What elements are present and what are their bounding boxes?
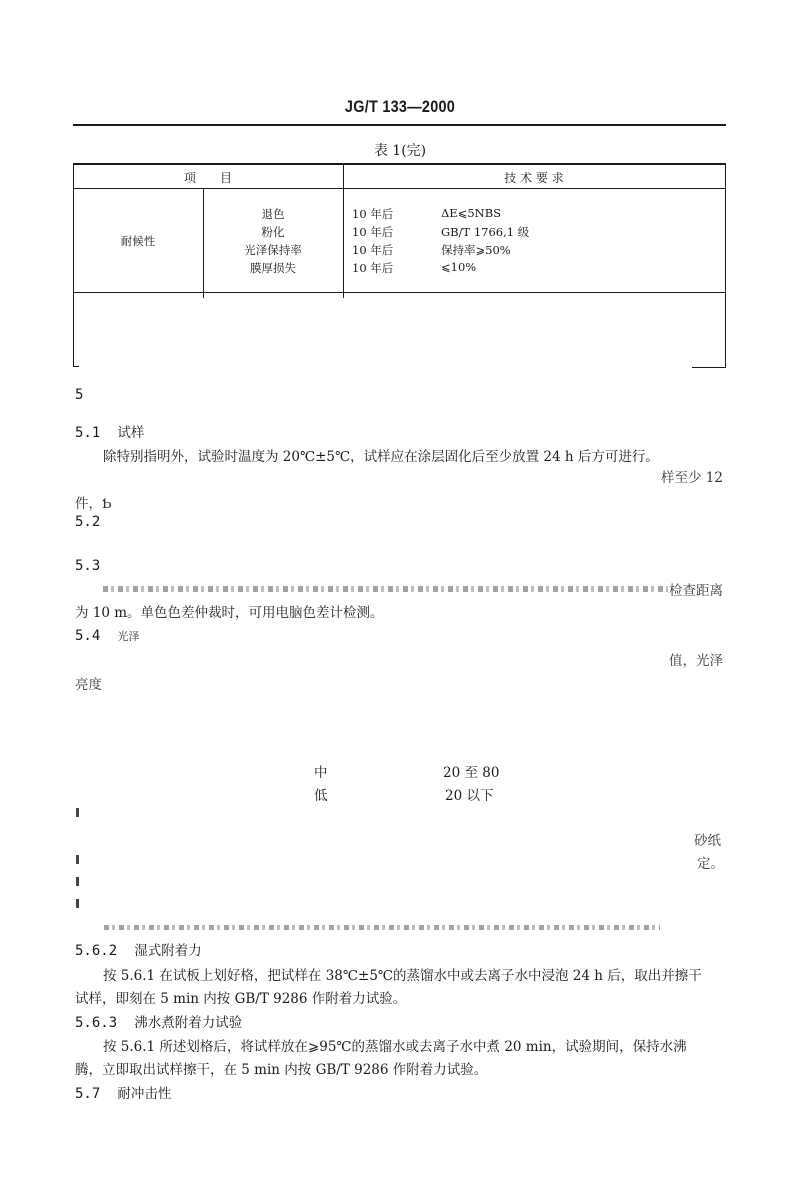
- section-5-number: 5: [75, 387, 84, 403]
- row-item-gloss-retention: 光泽保持率: [244, 243, 302, 257]
- group-label-weather-resistance: 耐候性: [120, 234, 156, 248]
- cropped-glyph-fragment: [76, 899, 79, 908]
- section-5-2-number: 5.2: [75, 514, 101, 530]
- row-item-film-loss: 膜厚损失: [250, 261, 296, 275]
- section-number: 5.4: [75, 628, 101, 644]
- row-requirement-film-loss: ⩽10%: [441, 260, 477, 274]
- row-item-fading: 退色: [261, 207, 285, 221]
- section-title: 耐冲击性: [117, 1086, 172, 1102]
- section-5-1-fragment-right: 样至少 12: [661, 470, 723, 486]
- section-5-3-number: 5.3: [75, 558, 101, 574]
- section-5-7-heading: [75, 1082, 171, 1102]
- table-bottom-left-stub: [73, 366, 79, 367]
- section-5-6-3-paragraph-line-2: 腾，立即取出试样擦干，在 5 min 内按 GB/T 9286 作附着力试验。: [75, 1062, 488, 1078]
- table-bottom-right-stub: [692, 367, 726, 368]
- table-title: 表 1(完): [373, 143, 427, 159]
- section-5-6-3-heading: [75, 1011, 242, 1031]
- section-5-4-fragment-left: 亮度: [75, 677, 102, 693]
- gloss-level-medium: 中: [314, 765, 328, 781]
- section-5-4-fragment-right: 值，光泽: [669, 653, 723, 669]
- row-period-film-loss: 10 年后: [352, 261, 394, 275]
- section-5-3-paragraph: 为 10 m。单色色差仲裁时，可用电脑色差计检测。: [75, 605, 384, 621]
- gloss-range-low: 20 以下: [445, 788, 494, 804]
- section-5-5-fragment-right-1: 砂纸: [694, 833, 721, 849]
- table-top-border: [73, 163, 726, 165]
- table-row-divider: [73, 292, 726, 293]
- gloss-level-low: 低: [314, 788, 328, 804]
- section-5-1-heading: [75, 421, 144, 441]
- section-number: 5.6.2: [75, 943, 118, 959]
- row-period-chalking: 10 年后: [352, 225, 394, 239]
- column-header-item: 项 目: [183, 171, 232, 185]
- row-requirement-chalking: GB/T 1766,1 级: [441, 225, 530, 239]
- row-item-chalking: 粉化: [261, 225, 285, 239]
- row-requirement-gloss-retention: 保持率⩾50%: [441, 243, 511, 257]
- row-period-fading: 10 年后: [352, 207, 394, 221]
- section-5-3-obscured-line: [103, 586, 668, 592]
- table-right-border: [725, 163, 726, 367]
- section-number: 5.1: [75, 425, 101, 441]
- section-5-6-3-paragraph-line-1: 按 5.6.1 所述划格后，将试样放在⩾95℃的蒸馏水或去离子水中煮 20 min，试验期间，保持水沸: [103, 1039, 687, 1055]
- table-header-divider: [73, 188, 726, 189]
- table-left-border: [73, 163, 74, 367]
- section-5-1-paragraph: 除特别指明外，试验时温度为 20℃±5℃，试样应在涂层固化后至少放置 24 h 后方可进行。: [103, 449, 659, 465]
- section-5-6-2-paragraph-line-2: 试样，即刻在 5 min 内按 GB/T 9286 作附着力试验。: [75, 991, 407, 1007]
- cropped-glyph-fragment: [76, 855, 79, 864]
- gloss-range-medium: 20 至 80: [443, 765, 500, 781]
- cropped-glyph-fragment: [76, 808, 79, 817]
- header-rule: [73, 124, 726, 126]
- cropped-glyph-fragment: [76, 877, 79, 886]
- row-period-gloss-retention: 10 年后: [352, 243, 394, 257]
- row-requirement-fading: ΔE⩽5NBS: [441, 206, 502, 220]
- section-number: 5.7: [75, 1086, 101, 1102]
- section-5-6-2-heading: [75, 939, 202, 959]
- section-title: 湿式附着力: [134, 943, 202, 959]
- section-5-1-fragment-left: 件，Ƅ: [75, 496, 112, 512]
- section-title: 试样: [117, 425, 145, 441]
- section-5-3-fragment-right: 检查距离: [669, 583, 723, 599]
- standard-code-header: JG/T 133—2000: [344, 97, 456, 116]
- section-5-6-2-paragraph-line-1: 按 5.6.1 在试板上划好格，把试样在 38℃±5℃的蒸馏水中或去离子水中浸泡 24 h 后，取出并擦干: [103, 968, 702, 984]
- section-5-5-fragment-right-2: 定。: [697, 856, 724, 872]
- section-title: 沸水煮附着力试验: [134, 1015, 243, 1031]
- section-title: 光泽: [117, 630, 140, 643]
- column-header-requirement: 技 术 要 求: [504, 171, 564, 185]
- section-number: 5.6.3: [75, 1015, 118, 1031]
- section-5-4-heading: [75, 625, 139, 644]
- section-5-6-1-obscured-line: [104, 925, 660, 930]
